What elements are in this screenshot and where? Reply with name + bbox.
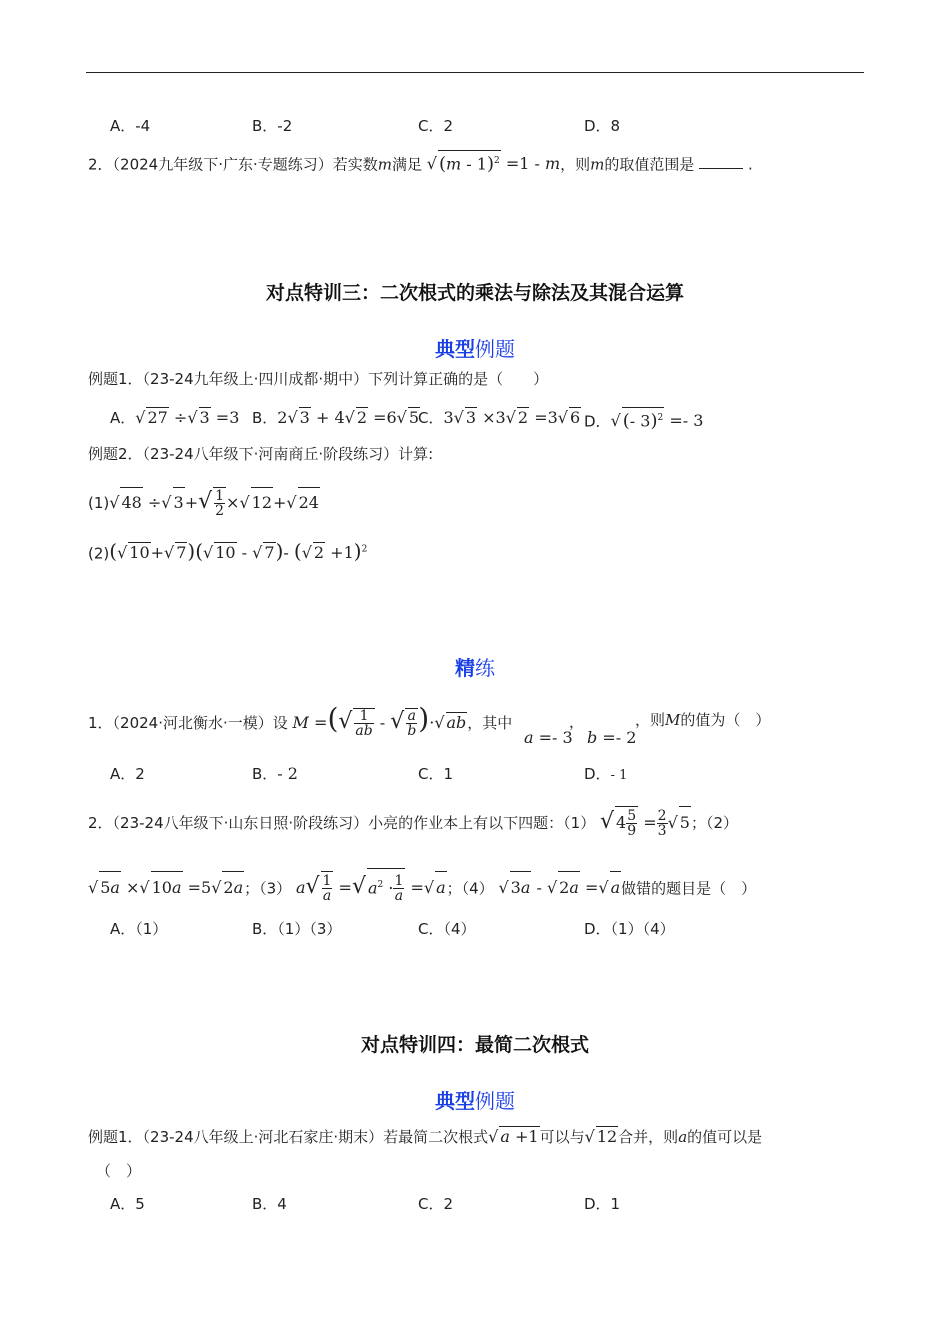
p1-option-b-val: - 2 bbox=[277, 764, 298, 783]
practice-2: 2．（23-24八年级下·山东日照·阶段练习）小亮的作业本上有以下四题：（1） √ 4 $\frac{5}{9}$ = $\frac{2}{3}$ √ 5；（2） bbox=[88, 808, 738, 839]
s4-option-a: A．5 bbox=[110, 1195, 145, 1213]
ex1-opt-b: B． bbox=[252, 409, 278, 427]
s4-option-d: D．1 bbox=[584, 1195, 621, 1213]
question-2-top bbox=[88, 150, 753, 174]
s4-ex1-paren: （ ） bbox=[96, 1162, 142, 1180]
p2-prefix: 2．（23-24八年级下·山东日照·阶段练习）小亮的作业本上有以下四题：（1） bbox=[88, 814, 596, 832]
p1-sep: ， bbox=[569, 713, 585, 731]
q2-formula: √ (m - 1)$^2$ =1 - m bbox=[427, 154, 560, 173]
sub2-rest: 练 bbox=[475, 656, 495, 680]
sub-bold: 典型 bbox=[435, 337, 475, 361]
p2-option-d: D．（1）（4） bbox=[584, 920, 675, 938]
s4-ex1-b: 可以与 bbox=[539, 1128, 585, 1146]
q2-var-m2: m bbox=[590, 155, 605, 174]
p1-option-b: B．- 2 bbox=[252, 764, 298, 783]
ex1-options: A．√ 27 ÷√ 3 =3 bbox=[110, 408, 240, 427]
p1-var: M bbox=[665, 711, 681, 729]
ex1-option-c: C．3√ 3 ×3√ 2 =3√ 6 bbox=[418, 408, 581, 427]
s4-sub-bold: 典型 bbox=[435, 1089, 475, 1113]
p2-end: 做错的题目是（ ） bbox=[621, 879, 757, 898]
ex1-opt-a: A． bbox=[110, 409, 136, 427]
s4-example-1: 例题1．（23-24八年级上·河北石家庄·期末）若最简二次根式√ a +1可以与√ 12合并，则a的值可以是 bbox=[88, 1127, 763, 1146]
q2-period: . bbox=[747, 155, 753, 174]
ex2-part2: (2)(√ 10+√ 7)(√ 10 - √ 7)- (√ 2 +1)$^2$ bbox=[88, 539, 368, 564]
ex1-opt-c: C． bbox=[418, 409, 444, 427]
sub-rest: 例题 bbox=[475, 337, 515, 361]
ex2-part1: (1)√ 48 ÷√ 3+√ $\frac{1}{2}$ ×√ 12+√ 24 bbox=[88, 488, 319, 519]
option-c: C．2 bbox=[418, 117, 454, 135]
s4-ex1-d: 的值可以是 bbox=[687, 1128, 763, 1146]
section4-sub-typical bbox=[0, 1085, 950, 1114]
answer-blank[interactable] bbox=[699, 168, 743, 169]
section3-title: 对点特训三：二次根式的乘法与除法及其混合运算 bbox=[265, 282, 684, 304]
option-b: B．-2 bbox=[252, 117, 293, 135]
p2-option-a: A．（1） bbox=[110, 920, 168, 938]
s4-ex1-var: a bbox=[678, 1128, 688, 1146]
ex1-option-b: B．2√ 3 + 4√ 2 =6√ 5 bbox=[252, 408, 420, 427]
p2-s3: ；（3） bbox=[244, 879, 292, 898]
q2-prefix: 2．（2024九年级下·广东·专题练习）若实数 bbox=[88, 155, 378, 174]
q2-var-m: m bbox=[377, 155, 392, 174]
top-rule bbox=[86, 72, 864, 73]
p1-option-d: D．- 1 bbox=[584, 765, 628, 783]
practice-2-line2: √ 5a ×√ 10a =5√ 2a；（3） a√ $\frac{1}{a}$ =√ $a^2$ · $\frac{1}{a}$ =√ a；（4） √ 3a - √ 2a =√ a做错的题目是（ ） bbox=[88, 868, 756, 904]
p1-end: 的值为（ ） bbox=[680, 711, 771, 729]
p1-option-a: A．2 bbox=[110, 765, 145, 783]
section4-title: 对点特训四：最简二次根式 bbox=[360, 1034, 589, 1056]
option-a: A．-4 bbox=[110, 117, 151, 135]
option-d: D．8 bbox=[584, 117, 621, 135]
p1-tail-wrap bbox=[635, 710, 770, 730]
p1-cond-b: b =- 2 bbox=[587, 728, 637, 747]
s4-ex1-a: 例题1．（23-24八年级上·河北石家庄·期末）若最简二次根式 bbox=[88, 1128, 489, 1146]
q2-end: 的取值范围是 bbox=[604, 155, 695, 174]
practice-1: 1．（2024·河北衡水·一模）设 M =(√ $\frac{1}{ab}$ - √ $\frac{a}{b}$ )·√ ab，其中 bbox=[88, 702, 513, 739]
p1-cond-a: a =- 3 bbox=[524, 728, 573, 747]
example-1: 例题1．（23-24九年级上·四川成都·期中）下列计算正确的是（ ） bbox=[88, 370, 549, 388]
p2-s4: ；（4） bbox=[446, 879, 494, 898]
p1-prefix: 1．（2024·河北衡水·一模）设 bbox=[88, 714, 288, 732]
section3-sub-typical bbox=[0, 333, 950, 362]
p1-option-c: C．1 bbox=[418, 765, 454, 783]
p1-option-d-val: - 1 bbox=[610, 768, 628, 783]
q2-mid: 满足 bbox=[392, 155, 423, 174]
sub2-bold: 精 bbox=[455, 656, 475, 680]
ex1-opt-d: D． bbox=[584, 412, 611, 431]
s4-ex1-c: 合并，则 bbox=[618, 1128, 679, 1146]
s4-option-b: B．4 bbox=[252, 1195, 287, 1213]
ex2-p2-label: (2) bbox=[88, 544, 110, 563]
p1-mid: ，其中 bbox=[467, 714, 513, 732]
p2-option-c: C．（4） bbox=[418, 920, 476, 938]
s4-sub-rest: 例题 bbox=[475, 1089, 515, 1113]
section3-sub-practice bbox=[0, 652, 950, 681]
p2-option-b: B．（1）（3） bbox=[252, 920, 342, 938]
p1-tail: ，则 bbox=[635, 711, 666, 729]
ex1-option-d: D．√ (- 3)$^2$ =- 3 bbox=[584, 407, 703, 431]
q2-tail: ，则 bbox=[560, 155, 591, 174]
example-2: 例题2．（23-24八年级下·河南商丘·阶段练习）计算: bbox=[88, 445, 434, 463]
s4-option-c: C．2 bbox=[418, 1195, 454, 1213]
ex2-p1-label: (1) bbox=[88, 494, 110, 512]
p2-s2: ；（2） bbox=[690, 814, 738, 832]
